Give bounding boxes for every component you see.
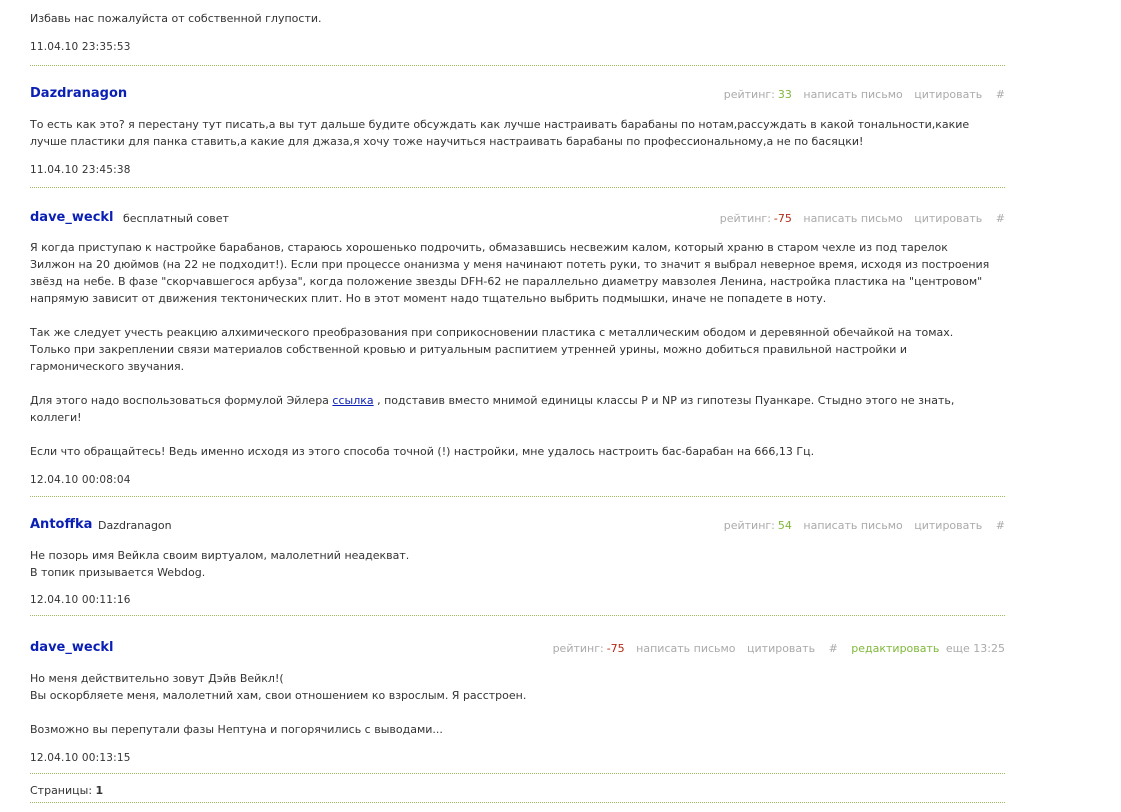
comment-separator bbox=[30, 615, 1005, 616]
comment-text bbox=[30, 10, 1005, 27]
author-link[interactable]: Antoffka bbox=[30, 517, 93, 532]
comment-date: 12.04.10 00:11:16 bbox=[30, 594, 131, 606]
comment-text bbox=[30, 116, 1005, 150]
comment-meta bbox=[716, 212, 1005, 225]
quote-link[interactable]: цитировать bbox=[747, 642, 816, 655]
comment-header bbox=[30, 517, 1005, 537]
comment-line: Возможно вы перепутали фазы Нептуна и погорячились с выводами... bbox=[30, 723, 443, 736]
pagination bbox=[30, 784, 1005, 803]
comment-line: гармонического звучания. bbox=[30, 360, 185, 373]
edit-link[interactable]: редактировать bbox=[851, 642, 940, 655]
formula-link[interactable]: ссылка bbox=[332, 394, 374, 407]
comment-1 bbox=[30, 86, 1005, 188]
comment-line: Только при закреплении связи материалов собственной кровью и ритуальным распитием утренней урины, можно добиться правильной настройки и bbox=[30, 343, 908, 356]
comment-line: В топик призывается Webdog. bbox=[30, 566, 206, 579]
comment-date: 12.04.10 00:13:15 bbox=[30, 752, 131, 764]
quote-link[interactable]: цитировать bbox=[914, 519, 983, 532]
comment-line: Я когда приступаю к настройке барабанов, стараюсь хорошенько подрочить, обмазавшись несвежим калом, который храню в старом чехле из под тарелок bbox=[30, 241, 948, 254]
comment-4 bbox=[30, 640, 1005, 774]
rating-value: -75 bbox=[606, 642, 625, 655]
rating-label: рейтинг: bbox=[723, 519, 775, 532]
rating-label: рейтинг: bbox=[723, 88, 775, 101]
comment-line: звёзд на небе. В фазе "скорчавшегося арбуза", когда положение звезды DFH-62 не параллельно диаметру мавзолея Ленина, настройка пластика на "центровом" bbox=[30, 275, 983, 288]
comment-line: Так же следует учесть реакцию алхимического преобразования при соприкосновении пластика с металлическим ободом и деревянной обечайкой на томах. bbox=[30, 326, 954, 339]
author-link[interactable]: Dazdranagon bbox=[30, 86, 128, 101]
comment-header bbox=[30, 640, 1005, 660]
pagination-label: Страницы: bbox=[30, 784, 93, 797]
comment-date: 12.04.10 00:08:04 bbox=[30, 474, 131, 486]
comment-separator bbox=[30, 496, 1005, 497]
reply-to: Dazdranagon bbox=[98, 519, 172, 532]
comment-line: Но меня действительно зовут Дэйв Вейкл!( bbox=[30, 672, 284, 685]
comment-2 bbox=[30, 210, 1005, 497]
current-page: 1 bbox=[95, 784, 104, 797]
edit-time-left: еще 13:25 bbox=[945, 642, 1005, 655]
comment-text bbox=[30, 547, 1005, 581]
rating-label: рейтинг: bbox=[719, 212, 771, 225]
permalink-hash[interactable]: # bbox=[995, 519, 1005, 532]
quote-link[interactable]: цитировать bbox=[914, 88, 983, 101]
comment-text-segment: , подставив вместо мнимой единицы классы P и NP из гипотезы Пуанкаре. Стыдно этого не знать, bbox=[373, 394, 955, 407]
comment-line: Если что обращайтесь! Ведь именно исходя из этого способа точной (!) настройки, мне удалось настроить бас-барабан на 666,13 Гц. bbox=[30, 445, 815, 458]
comment-line: Не позорь имя Вейкла своим виртуалом, малолетний неадекват. bbox=[30, 549, 410, 562]
permalink-hash[interactable]: # bbox=[995, 212, 1005, 225]
quote-link[interactable]: цитировать bbox=[914, 212, 983, 225]
comment-text bbox=[30, 670, 1005, 738]
comment-line: напрямую зависит от движения тектонических плит. Но в этот момент надо тщательно выбрить подмышки, иначе не попадете в ноту. bbox=[30, 292, 827, 305]
rating-label: рейтинг: bbox=[552, 642, 604, 655]
comment-line: коллеги! bbox=[30, 411, 82, 424]
comment-header bbox=[30, 86, 1005, 106]
comment-text bbox=[30, 239, 1005, 460]
comment-line: лучше пластики для панка ставить,а какие для джаза,я хочу тоже научиться настраивать барабаны по профессиональному,а не по басяцки! bbox=[30, 135, 864, 148]
comment-subject: бесплатный совет bbox=[123, 212, 229, 225]
comment-meta bbox=[549, 642, 1005, 655]
comment-separator bbox=[30, 65, 1005, 66]
comment-date: 11.04.10 23:45:38 bbox=[30, 164, 131, 176]
write-letter-link[interactable]: написать письмо bbox=[803, 88, 903, 101]
comment-line bbox=[30, 392, 1005, 409]
permalink-hash[interactable]: # bbox=[828, 642, 838, 655]
comment-header bbox=[30, 210, 1005, 230]
pagination-separator bbox=[30, 802, 1005, 803]
rating-value: -75 bbox=[773, 212, 792, 225]
permalink-hash[interactable]: # bbox=[995, 88, 1005, 101]
author-link[interactable]: dave_weckl bbox=[30, 640, 114, 655]
comment-text-segment: Для этого надо воспользоваться формулой Эйлера bbox=[30, 394, 333, 407]
comment-separator bbox=[30, 187, 1005, 188]
comment-separator bbox=[30, 773, 1005, 774]
write-letter-link[interactable]: написать письмо bbox=[803, 212, 903, 225]
rating-value: 33 bbox=[777, 88, 792, 101]
comment-3 bbox=[30, 517, 1005, 616]
comment-line: Избавь нас пожалуйста от собственной глупости. bbox=[30, 12, 322, 25]
comment-line: Вы оскорбляете меня, малолетний хам, свои отношением ко взрослым. Я расстроен. bbox=[30, 689, 527, 702]
write-letter-link[interactable]: написать письмо bbox=[636, 642, 736, 655]
author-link[interactable]: dave_weckl bbox=[30, 210, 114, 225]
comment-meta bbox=[720, 88, 1005, 101]
write-letter-link[interactable]: написать письмо bbox=[803, 519, 903, 532]
comment-line: Зилжон на 20 дюймов (на 22 не подходит!). Если при процессе онанизма у меня начинают потеть руки, то значит я выбрал неверное время, исходя из построения bbox=[30, 258, 990, 271]
comment-line: То есть как это? я перестану тут писать,а вы тут дальше будите обсуждать как лучше настраивать барабаны по нотам,рассуждать в какой тональности,какие bbox=[30, 118, 970, 131]
comment-date: 11.04.10 23:35:53 bbox=[30, 41, 131, 53]
rating-value: 54 bbox=[777, 519, 792, 532]
comment-0 bbox=[30, 10, 1005, 66]
comment-meta bbox=[720, 519, 1005, 532]
